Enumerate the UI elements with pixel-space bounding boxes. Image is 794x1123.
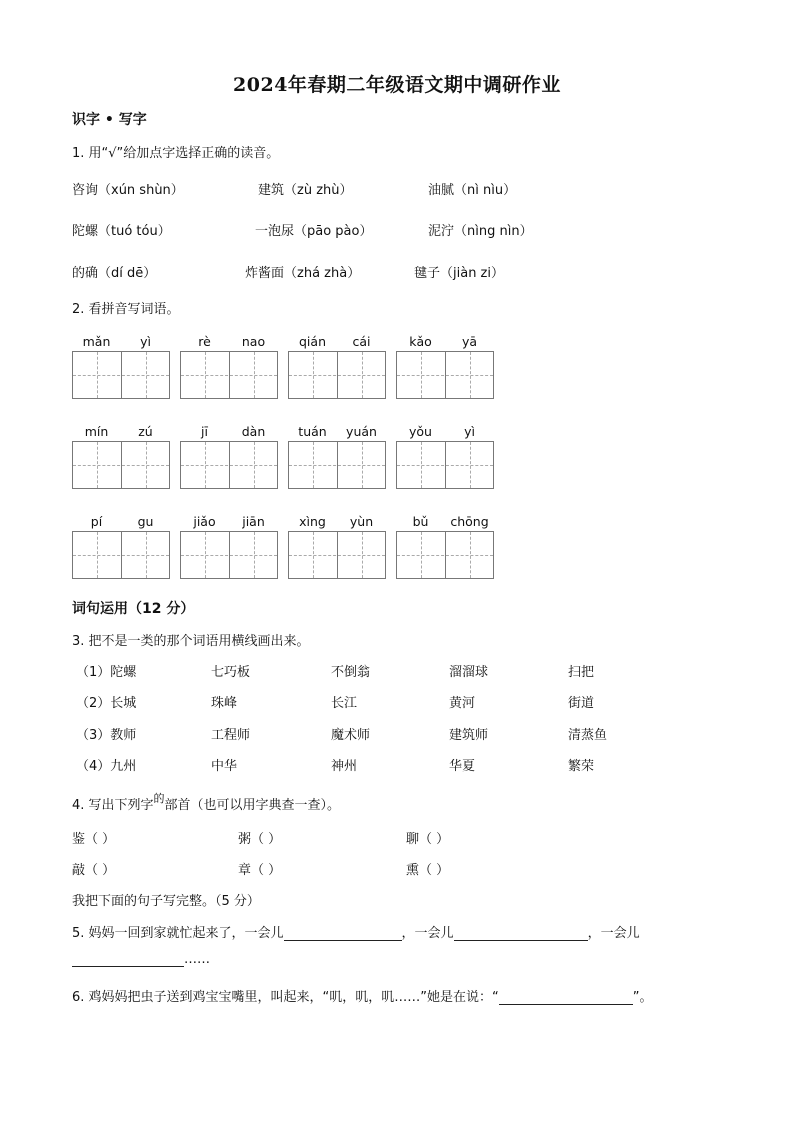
word-group-first-word[interactable]: （4）九州 — [76, 759, 137, 774]
pinyin-label: nao — [241, 334, 266, 349]
question-3-prompt: 3. 把不是一类的那个词语用横线画出来。 — [72, 634, 310, 649]
character-writing-box[interactable] — [180, 441, 278, 489]
pinyin-label: yì — [464, 424, 475, 439]
pronunciation-item[interactable]: 陀螺（tuó tóu） — [72, 224, 171, 239]
pinyin-label: qián — [299, 334, 326, 349]
pinyin-label: mǎn — [82, 334, 111, 349]
question-6 — [72, 986, 653, 1005]
character-writing-box[interactable] — [72, 351, 170, 399]
question-5-ellipsis: …… — [184, 952, 210, 967]
pinyin-label: chōng — [450, 514, 489, 529]
word-option[interactable]: 扫把 — [568, 665, 595, 680]
character-writing-box[interactable] — [396, 351, 494, 399]
question-5-text-2: ，一会儿 — [401, 926, 454, 941]
question-1-prompt: 1. 用“√”给加点字选择正确的读音。 — [72, 146, 280, 161]
pinyin-label: pí — [90, 514, 103, 529]
radical-item[interactable]: 聊（ ） — [406, 832, 450, 847]
pinyin-label: zú — [138, 424, 153, 439]
word-option[interactable]: 中华 — [211, 759, 238, 774]
character-writing-box[interactable] — [288, 531, 386, 579]
question-5-text-3: ，一会儿 — [587, 926, 640, 941]
pronunciation-item[interactable]: 泥泞（nìng nìn） — [428, 224, 533, 239]
character-writing-box[interactable] — [180, 351, 278, 399]
character-writing-box[interactable] — [396, 441, 494, 489]
radical-item[interactable]: 章（ ） — [238, 863, 282, 878]
pinyin-label: dàn — [241, 424, 266, 439]
word-option[interactable]: 七巧板 — [211, 665, 251, 680]
pronunciation-item[interactable]: 炸酱面（zhá zhà） — [245, 266, 361, 281]
answer-blank[interactable] — [499, 990, 633, 1005]
word-group-first-word[interactable]: （1）陀螺 — [76, 665, 137, 680]
question-4-prompt-superscript: 的 — [153, 792, 165, 805]
radical-item[interactable]: 粥（ ） — [238, 832, 282, 847]
word-option[interactable]: 魔术师 — [331, 728, 371, 743]
question-5-text-1: 5. 妈妈一回到家就忙起来了，一会儿 — [72, 926, 284, 941]
pronunciation-item[interactable]: 建筑（zù zhù） — [258, 183, 353, 198]
word-option[interactable]: 不倒翁 — [331, 665, 371, 680]
word-group-first-word[interactable]: （2）长城 — [76, 696, 137, 711]
word-group-first-word[interactable]: （3）教师 — [76, 728, 137, 743]
question-6-text-1: 6. 鸡妈妈把虫子送到鸡宝宝嘴里，叫起来，“叽，叽，叽……”她是在说：“ — [72, 990, 499, 1005]
question-2-prompt: 2. 看拼音写词语。 — [72, 302, 180, 317]
page-title: 2024年春期二年级语文期中调研作业 — [233, 74, 561, 96]
word-option[interactable]: 珠峰 — [211, 696, 238, 711]
pinyin-label: tuán — [298, 424, 327, 439]
pronunciation-item[interactable]: 咨询（xún shùn） — [72, 183, 184, 198]
pinyin-label: xìng — [299, 514, 326, 529]
character-writing-box[interactable] — [288, 351, 386, 399]
word-option[interactable]: 建筑师 — [449, 728, 489, 743]
pinyin-label: jī — [201, 424, 208, 439]
question-5-continued — [72, 952, 210, 967]
answer-blank[interactable] — [284, 926, 402, 941]
pinyin-label: rè — [198, 334, 211, 349]
character-writing-box[interactable] — [396, 531, 494, 579]
radical-item[interactable]: 敲（ ） — [72, 863, 116, 878]
character-writing-box[interactable] — [288, 441, 386, 489]
word-option[interactable]: 繁荣 — [568, 759, 595, 774]
pinyin-label: gu — [137, 514, 154, 529]
word-option[interactable]: 溜溜球 — [449, 665, 489, 680]
pinyin-label: jiān — [242, 514, 265, 529]
pronunciation-item[interactable]: 毽子（jiàn zi） — [414, 266, 504, 281]
word-option[interactable]: 黄河 — [449, 696, 476, 711]
pinyin-label: mín — [84, 424, 109, 439]
radical-item[interactable]: 熏（ ） — [406, 863, 450, 878]
pinyin-label: yā — [461, 334, 478, 349]
character-writing-box[interactable] — [72, 441, 170, 489]
word-option[interactable]: 华夏 — [449, 759, 476, 774]
pinyin-label: cái — [352, 334, 371, 349]
answer-blank[interactable] — [454, 926, 588, 941]
section-heading-literacy: 识字 • 写字 — [72, 112, 147, 128]
question-4-prompt-text-2: 部首（也可以用字典查一查）。 — [164, 798, 341, 813]
pinyin-label: yuán — [346, 424, 377, 439]
section-heading-usage: 词句运用（12 分） — [72, 601, 195, 617]
word-option[interactable]: 神州 — [331, 759, 358, 774]
word-option[interactable]: 街道 — [568, 696, 595, 711]
word-option[interactable]: 长江 — [331, 696, 358, 711]
character-writing-box[interactable] — [72, 531, 170, 579]
question-4-prompt-text: 4. 写出下列字 — [72, 798, 154, 813]
pinyin-label: yùn — [349, 514, 374, 529]
word-option[interactable]: 清蒸鱼 — [568, 728, 608, 743]
word-option[interactable]: 工程师 — [211, 728, 251, 743]
question-4-prompt — [72, 794, 340, 813]
question-6-text-2: ”。 — [632, 990, 653, 1005]
pronunciation-item[interactable]: 的确（dí dē） — [72, 266, 157, 281]
character-writing-box[interactable] — [180, 531, 278, 579]
pinyin-label: yì — [140, 334, 151, 349]
pronunciation-item[interactable]: 油腻（nì nìu） — [428, 183, 517, 198]
pinyin-label: yǒu — [409, 424, 432, 439]
question-5 — [72, 922, 640, 941]
pinyin-label: jiǎo — [193, 514, 216, 529]
pinyin-label: bǔ — [412, 514, 429, 529]
pinyin-label: kǎo — [409, 334, 432, 349]
pronunciation-item[interactable]: 一泡尿（pāo pào） — [255, 224, 373, 239]
radical-item[interactable]: 鉴（ ） — [72, 832, 116, 847]
instruction-complete-sentences: 我把下面的句子写完整。（5 分） — [72, 894, 260, 909]
answer-blank[interactable] — [72, 952, 184, 967]
